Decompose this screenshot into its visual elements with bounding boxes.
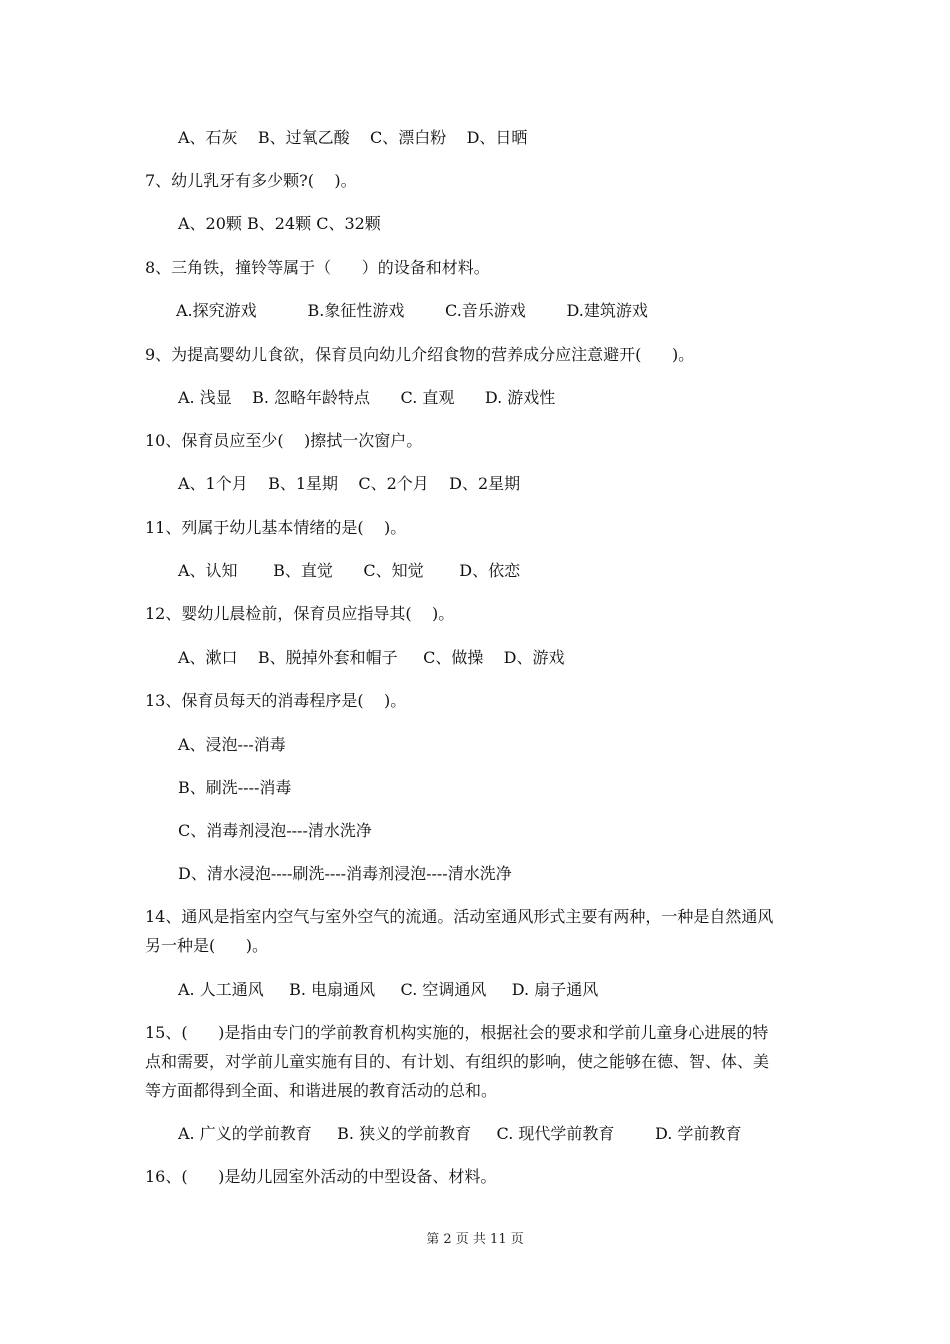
- q14-stem-line2: 另一种是( )。: [145, 936, 269, 955]
- q15-stem-line1: 15、( )是指由专门的学前教育机构实施的，根据社会的要求和学前儿童身心进展的特: [145, 1023, 769, 1042]
- q12-stem: 12、婴幼儿晨检前，保育员应指导其( )。: [145, 604, 455, 623]
- q8-options: A.探究游戏 B.象征性游戏 C.音乐游戏 D.建筑游戏: [176, 301, 648, 320]
- q8-stem: 8、三角铁，撞铃等属于（ ）的设备和材料。: [145, 258, 490, 277]
- page-footer: 第 2 页 共 11 页: [426, 1232, 524, 1247]
- q7-stem: 7、幼儿乳牙有多少颗?( )。: [145, 171, 357, 190]
- q13-option-a: A、浸泡---消毒: [178, 735, 286, 754]
- q6-options: A、石灰 B、过氧乙酸 C、漂白粉 D、日晒: [178, 128, 528, 147]
- q15-stem-line2: 点和需要，对学前儿童实施有目的、有计划、有组织的影响，使之能够在德、智、体、美: [145, 1052, 770, 1071]
- q7-options: A、20颗 B、24颗 C、32颗: [178, 214, 381, 233]
- q13-option-c: C、消毒剂浸泡----清水洗净: [178, 821, 372, 840]
- q10-options: A、1个月 B、1星期 C、2个月 D、2星期: [178, 474, 521, 493]
- q16-stem: 16、( )是幼儿园室外活动的中型设备、材料。: [145, 1167, 497, 1186]
- q15-stem-line3: 等方面都得到全面、和谐进展的教育活动的总和。: [145, 1081, 498, 1100]
- q15-options: A. 广义的学前教育 B. 狭义的学前教育 C. 现代学前教育 D. 学前教育: [178, 1124, 742, 1143]
- q12-options: A、漱口 B、脱掉外套和帽子 C、做操 D、游戏: [178, 648, 565, 667]
- q14-options: A. 人工通风 B. 电扇通风 C. 空调通风 D. 扇子通风: [178, 980, 599, 999]
- q9-options: A. 浅显 B. 忽略年龄特点 C. 直观 D. 游戏性: [178, 388, 556, 407]
- q13-option-b: B、刷洗----消毒: [178, 778, 292, 797]
- q14-stem-line1: 14、通风是指室内空气与室外空气的流通。活动室通风形式主要有两种，一种是自然通风: [145, 907, 774, 926]
- q11-options: A、认知 B、直觉 C、知觉 D、依恋: [178, 561, 521, 580]
- q13-stem: 13、保育员每天的消毒程序是( )。: [145, 691, 407, 710]
- q10-stem: 10、保育员应至少( )擦拭一次窗户。: [145, 431, 423, 450]
- q9-stem: 9、为提高婴幼儿食欲，保育员向幼儿介绍食物的营养成分应注意避开( )。: [145, 345, 695, 364]
- q11-stem: 11、列属于幼儿基本情绪的是( )。: [145, 518, 407, 537]
- q13-option-d: D、清水浸泡----刷洗----消毒剂浸泡----清水洗净: [178, 864, 512, 883]
